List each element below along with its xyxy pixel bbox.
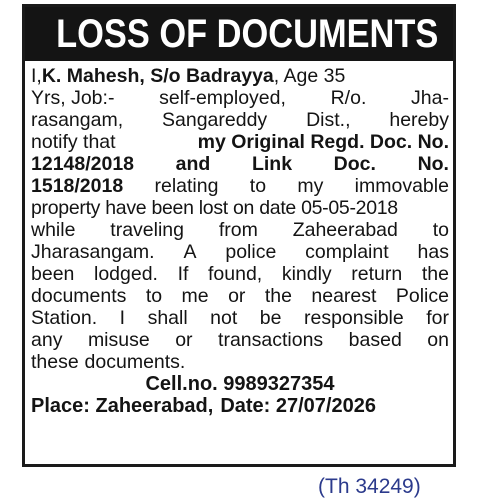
notice-line: Station. I shall not be responsible for xyxy=(31,307,449,329)
notice-line: these documents. xyxy=(31,351,186,373)
notice-box xyxy=(22,4,456,467)
notice-line: property have been lost on date 05-05-2018 xyxy=(31,197,398,219)
notice-line: Jharasangam. A police complaint has xyxy=(31,241,449,263)
reference-code: (Th 34249) xyxy=(318,475,421,498)
notice-line: while traveling from Zaheerabad to xyxy=(31,219,449,241)
notice-line: any misuse or transactions based on xyxy=(31,329,449,351)
notice-line: rasangam, Sangareddy Dist., hereby xyxy=(31,109,449,131)
notice-line: notify that my Original Regd. Doc. No. xyxy=(31,131,449,153)
person-name: K. Mahesh, S/o Badrayya xyxy=(41,65,274,87)
notice-body xyxy=(31,65,449,417)
notice-line: Yrs, Job:- self-employed, R/o. Jha- xyxy=(31,87,449,109)
contact-phone: Cell.no. 9989327354 xyxy=(145,373,335,395)
notice-line: 1518/2018 relating to my immovable xyxy=(31,175,449,197)
notice-line: documents to me or the nearest Police xyxy=(31,285,449,307)
notice-line: I, K. Mahesh, S/o Badrayya , Age 35 xyxy=(31,65,346,87)
notice-line: been lodged. If found, kindly return the xyxy=(31,263,449,285)
notice-line: 12148/2018 and Link Doc. No. xyxy=(31,153,449,175)
place-date-line xyxy=(31,395,449,417)
place: Place: Zaheerabad, xyxy=(31,395,214,417)
notice-title: LOSS OF DOCUMENTS xyxy=(25,7,453,61)
date: Date: 27/07/2026 xyxy=(220,395,376,417)
